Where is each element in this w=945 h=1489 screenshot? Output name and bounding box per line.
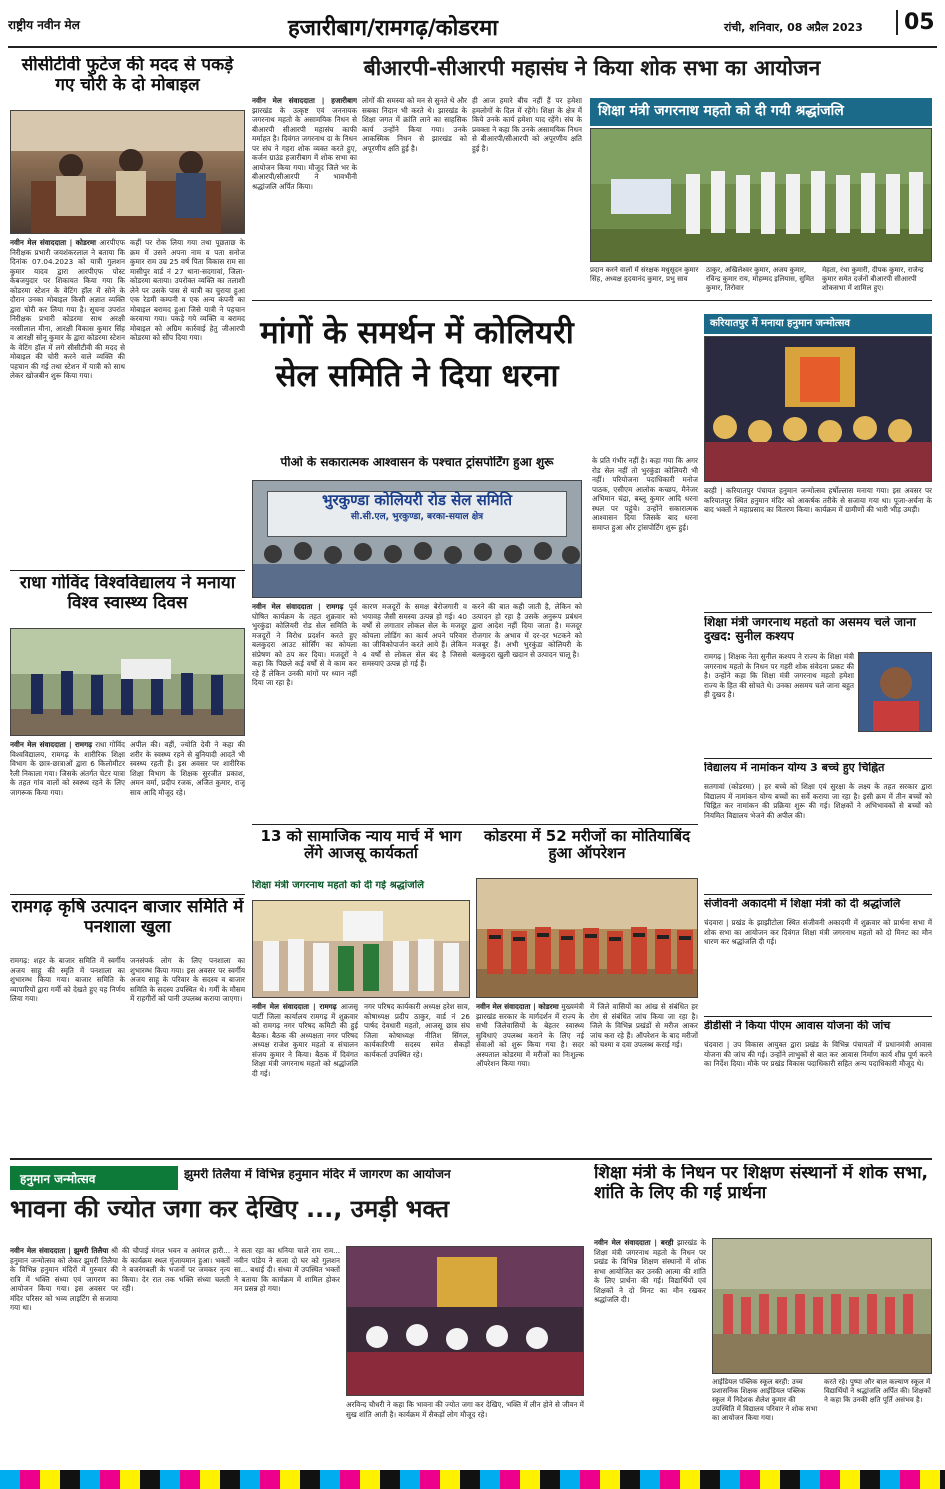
jhumri-body-2: की चौपाई मंगल भवन व अमंगल हारी... के कार्यक्रम स्थल गुंजायमान हुआ। भक्तों ने बजरंगबली के भजनों पर जमकर नृत्य किया। देर रात तक भक्ति संध्या चलती रही।: [122, 1246, 230, 1293]
temple-celebration-image: [705, 337, 932, 482]
brp-caption-3: मेहता, रंथा कुमारी, दीपक कुमार, राजेन्द्र कुमार समेत दर्जनों बीआरपी सीआरपी शोकसभा में शामिल हुए।: [822, 266, 924, 293]
march-dateline: नवीन मेल संवाददाता | रामगढ़: [252, 1002, 337, 1011]
police-officers-image: [11, 111, 245, 234]
condolence-body: रामगढ़ | शिक्षक नेता सुनील कश्यप ने राज्य के शिक्षा मंत्री जगरनाथ महतो के निधन पर गहरी शोक संवेदना प्रकट की है। उन्होंने कहा कि शिक्षा मंत्री जगरनाथ महतो हमेशा राज्य के हित की सोचते थे। उनका असमय चले जाना बहुत ही दुखद है।: [704, 652, 854, 699]
brp-body-2: लोगों की समस्या को मन से सुनते थे और सबका निदान भी करते थे। झारखंड के शिक्षा जगत में क्रांति लाने का साहसिक कार्य उन्होंने किया गया। उनके आकस्मिक निधन से झारखंड को अपूरणीय क्षति हुई है।: [362, 96, 467, 153]
radha-body-2: अपील की। वहीं, ज्योति देवी ने कहा की शरीर के स्वस्थ्य रहने से बुनियादी आदतें भी स्वस्थ्य रहती हैं। इस अवसर पर शारीरिक शिक्षा विभाग के शिक्षक सुरजीत प्रकाश, अमन वर्मा, प्रदीप रजक, अजित कुमार, राजू साव आदि मौजूद रहे।: [130, 740, 245, 797]
banner-subtitle: सी.सी.एल, भुरकुण्डा, बरका-सयाल क्षेत्र: [350, 512, 484, 523]
march-subhead: शिक्षा मंत्री जगरनाथ महतो को दी गई श्रद्धांजलि: [252, 880, 425, 891]
section-title: हजारीबाग/रामगढ़/कोडरमा: [288, 15, 498, 41]
cctv-headline: सीसीटीवी फुटेज की मदद से पकड़े गए चोरी के दो मोबाइल: [21, 56, 234, 95]
brp-caption-2: ठाकुर, अखिलेश्वर कुमार, अजय कुमार, रविन्द्र कुमार राय, मोहम्मद इलियास, सुमित कुमार, तिरोवार: [706, 266, 815, 293]
march-body-2: नगर परिषद कार्यकारी अध्यक्ष हरेश साव, कोषाध्यक्ष प्रदीप ठाकुर, वार्ड नं 26 पार्षद देवधारी महतो, आजसू छात्र संघ जिला कोषाध्यक्ष नीतिश सिंगल, कार्यकारिणी सदस्य समेत सैकड़ों कार्यकर्ता उपस्थित रहे।: [364, 1002, 470, 1059]
brp-subhead: शिक्षा मंत्री जगरनाथ महतो को दी गयी श्रद्धांजलि: [590, 98, 932, 126]
cataract-headline: कोडरमा में 52 मरीजों का मोतियाबिंद हुआ ऑपरेशन: [483, 828, 691, 863]
shok-caption-2: करते रहे। पुष्पा और बाल कल्याण स्कूल में विद्यार्थियों ने श्रद्धांजलि अर्पित की। शिक्षकों ने कहा कि उनकी क्षति पूर्ति असंभव है।: [824, 1378, 931, 1405]
sanjivani-headline: संजीवनी अकादमी में शिक्षा मंत्री को दी श्रद्धांजलि: [704, 898, 901, 910]
march-body-1: आजसू पार्टी जिला कार्यालय रामगढ़ में शुक्रवार को रामगढ़ नगर परिषद कमिटी की हुई बैठक। बैठक की अध्यक्षता नगर परिषद अध्यक्ष राजेश कुमार महतो व संचालन संजय कुमार ने किया। बैठक में दिवंगत शिक्षा मंत्री जगरनाथ महतो को श्रद्धांजलि दी गई।: [252, 1002, 358, 1078]
issue-date: रांची, शनिवार, 08 अप्रैल 2023: [724, 21, 863, 34]
ramgarh-body-2: जनसंपर्क लोग के लिए पनशाला का शुभारम्भ किया गया। इस अवसर पर स्वर्गीय अजय साहू के परिवार के सदस्य व बाजार समिति के सदस्य उपस्थित थे। गर्मी के मौसम में राहगीरों को पानी उपलब्ध कराया जाएगा।: [130, 956, 245, 1003]
shok-body-1: झारखंड के शिक्षा मंत्री जगरनाथ महतो के निधन पर प्रखंड के विभिन्न शिक्षण संस्थानों में शोक सभा आयोजित कर उनकी आत्मा की शांति के लिए प्रार्थना की गई। विद्यार्थियों एवं शिक्षकों ने दो मिनट का मौन रखकर श्रद्धांजलि दी।: [594, 1238, 706, 1304]
march-photo: [252, 900, 470, 998]
jhumri-body-4: अरविन्द चौधरी ने कहा कि भावना की ज्योत जगा कर देखिए, भक्ति में लीन होने से जीवन में सुख शांति आती है। कार्यक्रम में सैकड़ों लोग मौजूद रहे।: [346, 1400, 584, 1419]
cataract-photo: [476, 878, 698, 998]
brp-caption-1: प्रदान करने वालों में संरक्षक मधुसूदन कुमार सिंह, अध्यक्ष हृदयानंद कुमार, प्रभु साव: [590, 266, 699, 284]
radha-body-1: राधा गोविंद विश्वविद्यालय, रामगढ़ के शारीरिक शिक्षा विभाग के छात्र-छात्राओं द्वारा 6 किलोमीटर रैली निकाला गया। जिसके अंतर्गत चेटर यात्रा के तहत गांव वालों को स्वस्थ्य रहने के लिए जागरूक किया गया।: [10, 740, 125, 797]
jhumri-dateline: नवीन मेल संवाददाता | झुमरी तिलैया: [10, 1246, 109, 1255]
protesters-image: [253, 539, 582, 598]
color-registration-strip: [0, 1470, 945, 1489]
sunil-kashyap-photo: [858, 652, 932, 732]
shok-photo: [712, 1238, 932, 1374]
dharna-headline: मांगों के समर्थन में कोलियरी सेल समिति ने दिया धरना: [260, 315, 574, 395]
dharna-body-3: करने की बात कही जाती है, लेकिन को उत्पादन हो रहा है उसके अनुरूप प्रबंधन द्वारा आदेश नहीं दिया जाता है। मजदूर रोजगार के अभाव में दर-दर भटकने को मजबूर हैं। अभी भुरकुंडा कोलियरी के बलकुदरा खुली खदान से उत्पादन चालू है।: [472, 602, 582, 659]
cctv-body-1: आरपीएफ निरीक्षक प्रभारी जयशंकरलाल ने बताया कि दिनांक 07.04.2023 को यात्री गुलशन कुमार यादव द्वारा आरपीएफ पोस्ट केबजयुदार पर शिकायत किया गया कि कोडरमा स्टेशन के वेटिंग हॉल में सोने के दौरान उनका मोबाइल किसी अज्ञात व्यक्ति द्वारा चोरी कर लिया गया है। सूचना उपरांत निरीक्षक प्रभारी कोडरमा साथ अरक्षी नरसीलाल मीना, आरक्षी विकास कुमार सिंह व आरक्षी सोनू कुमार के द्वारा कोडरमा स्टेशन के वेटिंग हॉल में लगे सीसीटीवी की मदद से मोबाइल की चोरी करने वाले व्यक्ति की पहचान की गई तथा स्टेशन में यात्री को साथ लेकर खोजबीन शुरू किया गया।: [10, 238, 125, 380]
cataract-dateline: नवीन मेल संवाददाता | कोडरमा: [476, 1002, 559, 1011]
cctv-photo: [10, 110, 245, 234]
page-number: 05: [896, 10, 935, 35]
jhumri-body-3: ने सता रहा का धनिया चाले राम राम... नवीन पांडेय ने सजा दो घर को गुलशन सा... बधाई दी। संध्या में उपस्थित भक्तों ने बताया कि कार्यक्रम में शामिल होकर मन प्रसन्न हो गया।: [234, 1246, 340, 1293]
dharna-dateline: नवीन मेल संवाददाता | रामगढ़: [252, 602, 344, 611]
cctv-dateline: नवीन मेल संवाददाता | कोडरमा: [10, 238, 96, 247]
ddc-body: चंदवारा | उप विकास आयुक्त द्वारा प्रखंड के विभिन्न पंचायतों में प्रधानमंत्री आवास योजना की जांच की गई। उन्होंने लाभुकों से बात कर आवास निर्माण कार्य शीघ्र पूर्ण करने का निर्देश दिया। मौके पर प्रखंड विकास पदाधिकारी सहित अन्य पदाधिकारी मौजूद थे।: [704, 1040, 932, 1068]
ajsu-meeting-image: [253, 901, 470, 998]
jhumri-body-1: श्री हनुमान जन्मोत्सव को लेकर झुमरी तिलैया के विभिन्न हनुमान मंदिरों में गुरुवार की रात्रि में भक्ति संध्या एवं जागरण का आयोजन किया गया। इस अवसर पर मंदिर परिसर को भव्य लाइटिंग से सजाया गया था।: [10, 1246, 118, 1312]
shok-caption-1: आईडियल पब्लिक स्कूल बरही: उच्च प्रशासनिक शिक्षक आईडियल पब्लिक स्कूल में निदेशक शैलेश कुमार की उपस्थिति में विद्यालय परिवार ने शोक सभा का आयोजन किया गया।: [712, 1378, 818, 1423]
brp-headline: बीआरपी-सीआरपी महासंघ ने किया शोक सभा का आयोजन: [363, 56, 821, 80]
banner-title: भुरकुण्डा कोलियरी रोड सेल समिति: [321, 491, 513, 509]
ramgarh-headline: रामगढ़ कृषि उत्पादन बाजार समिति में पनशाला खुला: [11, 898, 244, 937]
dharna-banner: [267, 491, 567, 537]
patients-group-image: [477, 879, 698, 998]
cctv-body-2: कहीं पर रोक लिया गया तथा पूछताछ के क्रम में उसने अपना नाम व पता सनोज कुमार राम उम्र 25 वर्ष पिता विकास राम सा मासीपुर वार्ड नं 27 थाना-सदगावां, जिला-कोडरमा बताया। उपरोक्त व्यक्ति का तलाशी लेने पर उसके पास से यात्री का चुराया हुआ एक रेडमी कम्पनी व एक अन्य कंपनी का मोबाइल बरामद हुआ जिसे यात्री ने पहचान करवाया गया। पकड़े गये व्यक्ति व बरामद मोबाइल को अग्रिम कार्रवाई हेतु जीआरपी कोडरमा को सौंप दिया गया।: [130, 238, 245, 342]
brp-body-3: ही आज हमारे बीच नहीं हैं पर हमेशा हमलोगों के दिल में रहेंगे। शिक्षा के क्षेत्र में किये उनके कार्य हमेशा याद रहेंगे। संघ के प्रवक्ता ने कहा कि उनके असामयिक निधन से बीआरपी/सीआरपी को अपूरणीय क्षति हुई है।: [472, 96, 582, 153]
radha-headline: राधा गोविंद विश्वविद्यालय ने मनाया विश्व स्वास्थ्य दिवस: [19, 574, 236, 613]
cataract-body-2: में जिले वासियों का आंख से संबंधित हर रोग से संबंधित जांच किया जा रहा है। जिले के विभिन्न प्रखंडों से मरीज आकर जांच करा रहे हैं। ऑपरेशन के बाद मरीजों को चश्मा व दवा उपलब्ध कराई गई।: [590, 1002, 698, 1049]
shok-dateline: नवीन मेल संवाददाता | बरही: [594, 1238, 674, 1247]
jhumri-kicker: झुमरी तिलैया में विभिन्न हनुमान मंदिर में जागरण का आयोजन: [184, 1168, 451, 1181]
rally-image: [11, 629, 245, 736]
condolence-headline: शिक्षा मंत्री जगरनाथ महतो का असमय चले जाना दुखद: सुनील कश्यप: [704, 616, 916, 643]
dharna-subhead: पीओ के सकारात्मक आश्वासन के पश्चात ट्रांसपोर्टिंग हुआ शुरू: [280, 456, 554, 469]
school-headline: विद्यालय में नामांकन योग्य 3 बच्चे हुए चिह्नित: [704, 762, 885, 774]
hanuman-photo: [704, 336, 932, 482]
sanjivani-body: चंदवारा | प्रखंड के झाझीटोला स्थित संजीवनी अकादमी में शुक्रवार को प्रार्थना सभा में शोक सभा का आयोजन कर दिवंगत शिक्षा मंत्री जगरनाथ महतो को दो मिनट का मौन धारण कर श्रद्धांजलि दी गई।: [704, 918, 932, 946]
school-prayer-image: [713, 1239, 932, 1374]
portrait-image: [859, 653, 932, 732]
newspaper-logo: राष्ट्रीय नवीन मेल: [8, 18, 80, 32]
hanuman-headline: करियातपुर में मनाया हनुमान जन्मोत्सव: [704, 314, 932, 334]
hanuman-body: बरही | करियातपुर पंचायत हनुमान जन्मोत्सव हर्षोल्लास मनाया गया। इस अवसर पर करियातपुर स्थित हनुमान मंदिर को आकर्षक तरीके से सजाया गया था। पूजा-अर्चना के बाद भक्तों ने महाप्रसाद का वितरण किया। कार्यक्रम में ग्रामीणों की भारी भीड़ उमड़ी।: [704, 486, 932, 514]
jhumri-photo: [346, 1246, 584, 1396]
school-body: सतगावां (कोडरमा) | हर बच्चे को शिक्षा एवं सुरक्षा के लक्ष्य के तहत सरकार द्वारा विद्यालय में नामांकन योग्य बच्चों का सर्वे कराया जा रहा है। इसी क्रम में तीन बच्चों को चिह्नित कर नामांकन की प्रक्रिया शुरू की गई। शिक्षकों ने अभिभावकों से बच्चों को नियमित विद्यालय भेजने की अपील की।: [704, 782, 932, 820]
jagran-stage-image: [347, 1247, 584, 1396]
dharna-body-2: कारण मजदूरों के समक्ष बेरोजगारी व भयावह जैसी समस्या उत्पन्न हो गई। 40 वर्षों से लगातार लोकल सेल के मजदूर कोयला लोडिंग का कार्य अपने परिवार का जीविकोपार्जन करते आये हैं। लेकिन 4 वर्षों से लोकल सेल बंद है जिससे समस्याएं उत्पन्न हो गई हैं।: [362, 602, 467, 668]
brp-body-1: झारखंड के उत्कृष्ट एवं जननायक जगरनाथ महतो के असामयिक निधन से बीआरपी सीआरपी महासंघ काफी मर्माहत है। दिवंगत जगरनाथ दा के निधन पर संघ ने गहरा शोक व्यक्त करते हुए, कर्जन ग्राउंड हजारीबाग में शोक सभा का आयोजन किया गया। मौजूद जिले भर के बीआरपी/सीआरपी ने भावभीनी श्रद्धांजलि अर्पित किया।: [252, 105, 357, 191]
dharna-body-1: पूर्व घोषित कार्यक्रम के तहत शुक्रवार को भुरकुंडा कोलियरी रोड सेल समिति के मजदूरों ने विरोध प्रदर्शन करते हुए बलकुदरा आउट सोर्सिंग का कोयला संप्रेषण को ठप कर दिया। मजदूरों ने कहा कि पिछले कई वर्षों से वे काम कर रहे हैं लेकिन उनकी मांगों पर ध्यान नहीं दिया जा रहा है।: [252, 602, 357, 687]
masthead: [8, 8, 937, 48]
cataract-body-1: मुख्यमंत्री झारखंड सरकार के मार्गदर्शन में राज्य के सभी जिलेवासियों के बेहतर स्वास्थ्य सुविधाएं उपलब्ध कराने के लिए नई सेवाओं को शुरू किया गया है। सदर अस्पताल कोडरमा में मरीजों का निःशुल्क ऑपरेशन किया गया।: [476, 1002, 584, 1068]
tribute-group-image: [591, 129, 932, 262]
march-headline: 13 को सामाजिक न्याय मार्च में भाग लेंगे आजसू कार्यकर्ता: [260, 828, 462, 863]
shok-headline: शिक्षा मंत्री के निधन पर शिक्षण संस्थानों में शोक सभा, शांति के लिए की गई प्रार्थना: [594, 1164, 928, 1203]
radha-dateline: नवीन मेल संवाददाता | रामगढ़: [10, 740, 93, 749]
dharna-body-4: के प्रति गंभीर नहीं है। कहा गया कि अगर रोड सेल नहीं तो भुरकुंडा कोलियरी भी नहीं। परियोजना पदाधिकारी मनोज पाठक, एसीएम आलोक कच्छप, मैनेजर अभिमान चंद्रा, बब्लू कुमार आदि धरना स्थल पर पहुंचे। उन्होंने सकारात्मक आश्वासन दिया जिसके बाद धरना समाप्त हुआ और ट्रांसपोर्टिंग शुरू हुई।: [592, 456, 698, 532]
dharna-photo: [252, 480, 582, 598]
jhumri-tag: हनुमान जन्मोत्सव: [10, 1166, 178, 1190]
jhumri-headline: भावना की ज्योत जगा कर देखिए ..., उमड़ी भक्त: [10, 1196, 450, 1223]
brp-photo: [590, 128, 932, 262]
radha-photo: [10, 628, 245, 736]
ramgarh-body-1: रामगढ़: शहर के बाजार समिति में स्वर्गीय अजय साहू की स्मृति में पनशाला का शुभारम्भ किया गया। बाजार समिति के व्यापारियों द्वारा गर्मी को देखते हुए यह निर्णय लिया गया।: [10, 956, 125, 1003]
brp-dateline: नवीन मेल संवाददाता | हजारीबाग: [252, 96, 357, 105]
ddc-headline: डीडीसी ने किया पीएम आवास योजना की जांच: [704, 1020, 891, 1032]
